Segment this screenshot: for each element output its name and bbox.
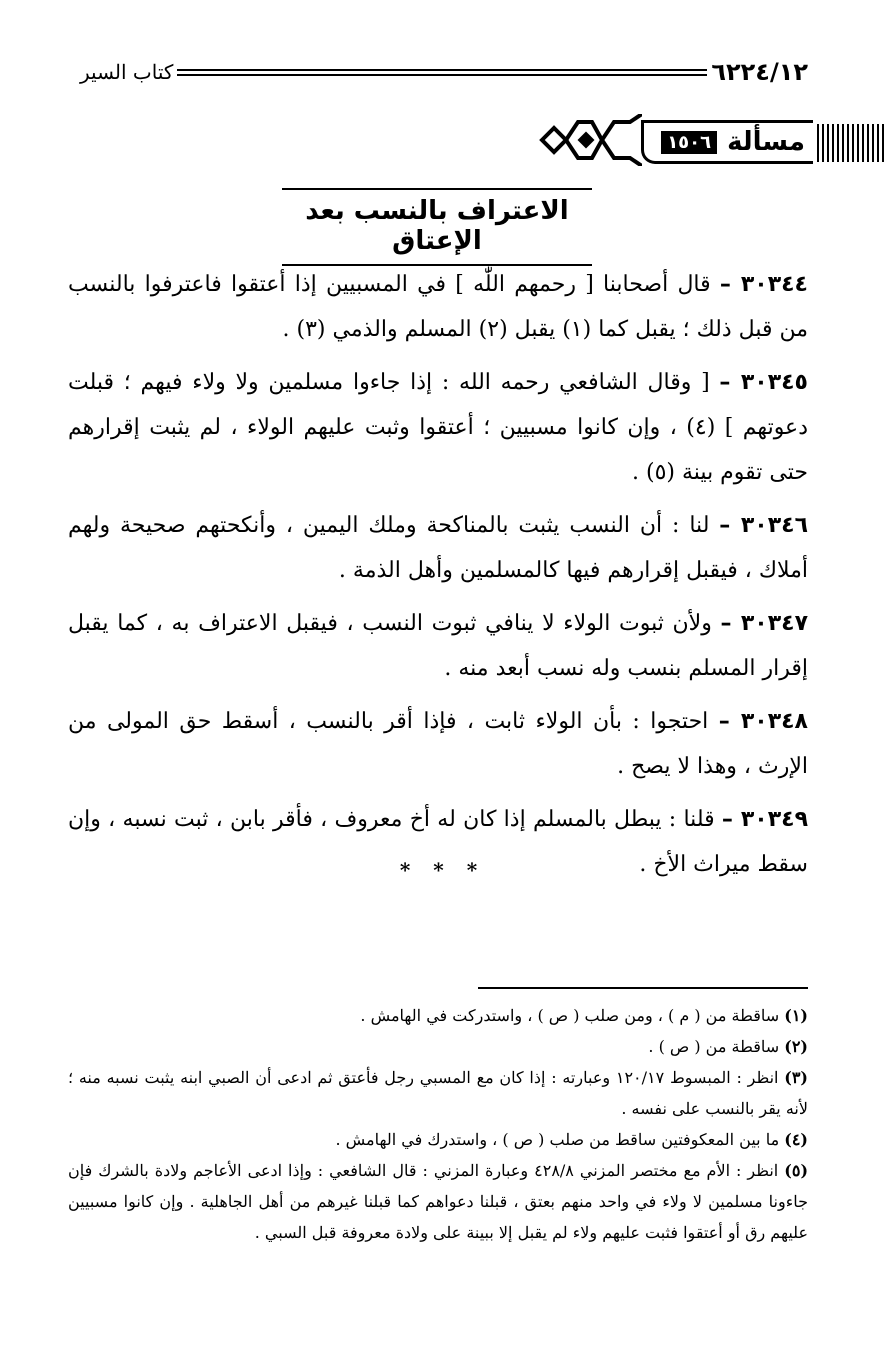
paragraph-number: ٣٠٣٤٥ – — [719, 370, 808, 395]
footnote-ref: (٢) — [784, 1037, 808, 1056]
footnote-ref: (١) — [784, 1006, 808, 1025]
chapter-title: الاعتراف بالنسب بعد الإعتاق — [282, 188, 592, 266]
paragraph-number: ٣٠٣٤٨ – — [718, 709, 808, 734]
paragraph-text: [ وقال الشافعي رحمه الله : إذا جاءوا مسلمين ولا ولاء فيهم ؛ قبلت دعوتهم ] (٤) ، وإن كانوا مسبيين ؛ أعتقوا وثبت عليهم الولاء ، لم يثبت إقرارهم حتى تقوم بينة (٥) . — [68, 370, 808, 485]
footnote-text: ساقطة من ( م ) ، ومن صلب ( ص ) ، واستدركت في الهامش . — [360, 1006, 780, 1025]
footnote — [68, 1031, 808, 1062]
paragraph-text: ولأن ثبوت الولاء لا ينافي ثبوت النسب ، فيقبل الاعتراف به ، كما يقبل إقرار المسلم بنسب وله نسب أبعد منه . — [68, 611, 808, 681]
paragraph — [68, 699, 808, 789]
footnote-ref: (٥) — [784, 1161, 809, 1180]
paragraph-text: احتجوا : بأن الولاء ثابت ، فإذا أقر بالنسب ، أسقط حق المولى من الإرث ، وهذا لا يصح . — [68, 709, 808, 779]
footnote-text: ساقطة من ( ص ) . — [648, 1037, 780, 1056]
masala-label: مسألة — [727, 127, 805, 157]
footnote-ref: (٤) — [784, 1130, 808, 1149]
section-separator: * * * — [399, 858, 486, 882]
paragraph — [68, 262, 808, 352]
body-text — [68, 262, 808, 895]
paragraph-number: ٣٠٣٤٤ – — [719, 272, 808, 297]
footnote-ref: (٣) — [784, 1068, 808, 1087]
paragraph — [68, 503, 808, 593]
banner-stripes — [817, 124, 885, 162]
paragraph-text: لنا : أن النسب يثبت بالمناكحة وملك اليمين ، وأنكحتهم صحيحة ولهم أملاك ، فيقبل إقرارهم فيها كالمسلمين وأهل الذمة . — [68, 513, 808, 583]
footnote-rule — [478, 987, 808, 989]
paragraph-number: ٣٠٣٤٩ – — [721, 807, 808, 832]
running-header — [80, 56, 808, 88]
banner-frame — [641, 120, 813, 164]
paragraph — [68, 601, 808, 691]
header-rule — [177, 69, 707, 76]
book-title: كتاب السير — [80, 60, 174, 84]
footnote — [68, 1062, 808, 1124]
footnote-text: انظر : الأم مع مختصر المزني ٤٢٨/٨ وعبارة المزني : قال الشافعي : وإذا ادعى الأعاجم ولادة بالشرك فإن جاءونا مسلمين لا ولاء في واحد منهم بعتق ، قبلنا دعواهم كما قبلنا غيرهم من أهل الجاهلية . وإن كانوا مسبيين عليهم رق أو أعتقوا فثبت عليهم ولاء لم يقبل إلا ببينة على ولادة معروفة قبل السبي . — [68, 1161, 808, 1242]
masala-number: ١٥٠٦ — [661, 131, 717, 154]
footnote — [68, 1155, 808, 1248]
footnote — [68, 1124, 808, 1155]
paragraph-text: قال أصحابنا [ رحمهم اللّٰه ] في المسبيين إذا أعتقوا فاعترفوا بالنسب من قبل ذلك ؛ يقبل كما (١) يقبل (٢) المسلم والذمي (٣) . — [68, 272, 808, 342]
paragraph-number: ٣٠٣٤٦ – — [719, 513, 808, 538]
footnote-text: انظر : المبسوط ١٢٠/١٧ وعبارته : إذا كان مع المسبي رجل فأعتق ثم ادعى أن الصبي ابنه يثبت نسبه منه ؛ لأنه يقر بالنسب على نفسه . — [68, 1068, 808, 1118]
paragraph-text: قلنا : يبطل بالمسلم إذا كان له أخ معروف ، فأقر بابن ، ثبت نسبه ، وإن سقط ميراث الأخ . — [68, 807, 808, 877]
footnotes — [68, 1000, 808, 1248]
paragraph — [68, 360, 808, 495]
paragraph-number: ٣٠٣٤٧ – — [720, 611, 808, 636]
footnote — [68, 1000, 808, 1031]
ornament-icon — [538, 114, 642, 166]
masala-banner — [538, 110, 885, 168]
page-number: ٦٢٢٤/١٢ — [711, 58, 808, 86]
footnote-text: ما بين المعكوفتين ساقط من صلب ( ص ) ، واستدرك في الهامش . — [335, 1130, 780, 1149]
